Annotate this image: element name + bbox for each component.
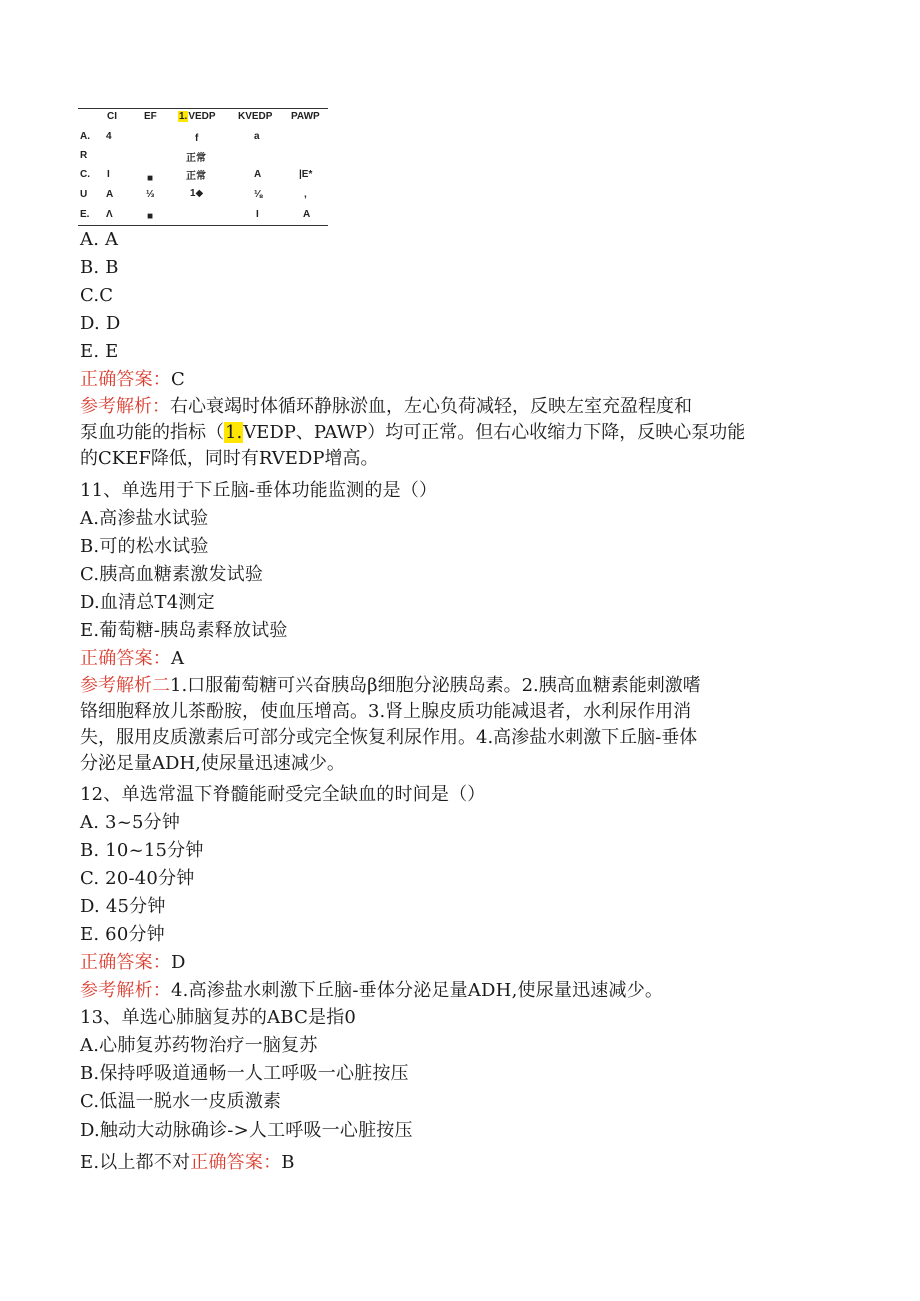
- q11-option-b: B.可的松水试验: [80, 536, 209, 557]
- answer-label: 正确答案：: [80, 648, 171, 669]
- table-top-rule: [78, 108, 328, 109]
- q12-option-c: C. 20-40分钟: [80, 868, 195, 889]
- q12-title: 12、单选常温下脊髓能耐受完全缺血的时间是（）: [80, 784, 486, 805]
- table-header-ef: EF: [144, 111, 157, 122]
- table-header-rvedp: KVEDP: [238, 111, 273, 122]
- q12-explanation: 参考解析：4.高渗盐水刺激下丘脑-垂体分泌足量ADH,使尿量迅速减少。: [80, 980, 664, 1001]
- answer-label: 正确答案：: [80, 952, 171, 973]
- q10-answer: [80, 369, 185, 391]
- table-cell: A.: [80, 131, 90, 142]
- table-cell: R: [80, 150, 88, 161]
- table-cell: |E*: [299, 169, 313, 180]
- table-cell: A: [254, 169, 262, 180]
- answer-value: C: [171, 369, 185, 390]
- q11-option-a: A.高渗盐水试验: [80, 508, 209, 529]
- q10-option-e: E. E: [80, 341, 119, 362]
- q12-answer: [80, 952, 186, 974]
- q11-option-c: C.胰高血糖素激发试验: [80, 564, 264, 585]
- q13-option-e: E.以上都不对: [80, 1152, 191, 1173]
- q11-option-d: D.血清总T4测定: [80, 592, 215, 613]
- answer-value: D: [171, 952, 186, 973]
- table-cell: A: [106, 189, 114, 200]
- highlight-mark: 1.: [225, 422, 243, 443]
- q11-answer: [80, 648, 184, 670]
- q13-option-d: D.触动大动脉确诊->人工呼吸一心脏按压: [80, 1120, 413, 1141]
- explain-label: 参考解析二: [80, 675, 170, 696]
- q13-option-c: C.低温一脱水一皮质激素: [80, 1091, 282, 1112]
- q11-option-e: E.葡萄糖-胰岛素释放试验: [80, 620, 288, 641]
- q10-option-a: A. A: [80, 229, 119, 250]
- explain-label: 参考解析：: [80, 396, 170, 417]
- table-cell: Λ: [106, 209, 113, 220]
- q13-option-a: A.心肺复苏药物治疗一脑复苏: [80, 1035, 318, 1056]
- table-cell: ,: [304, 189, 307, 200]
- q12-option-e: E. 60分钟: [80, 924, 165, 945]
- table-cell: 正常: [186, 153, 206, 164]
- explain-label: 参考解析：: [80, 980, 171, 1001]
- highlight-mark: 1.: [179, 111, 188, 122]
- q13-option-b: B.保持呼吸道通畅一人工呼吸一心脏按压: [80, 1063, 409, 1084]
- table-cell: E.: [80, 209, 90, 220]
- table-cell: ⅛: [254, 189, 263, 200]
- table-cell: 4: [106, 131, 112, 142]
- table-cell: C.: [80, 169, 90, 180]
- q10-option-d: D. D: [80, 313, 121, 334]
- table-cell: f: [195, 133, 199, 144]
- table-cell: ■: [147, 173, 154, 184]
- table-cell: a: [254, 131, 260, 142]
- answer-value: B: [281, 1152, 295, 1173]
- answer-label: 正确答案：: [190, 1152, 282, 1173]
- q12-option-d: D. 45分钟: [80, 896, 166, 917]
- q10-option-c: C.C: [80, 285, 114, 306]
- table-cell: ■: [147, 211, 154, 222]
- table-cell: 正常: [186, 171, 206, 182]
- table-cell: ⅓: [146, 189, 155, 200]
- q13-title: 13、单选心肺脑复苏的ABC是指0: [80, 1007, 357, 1028]
- q10-explanation: 参考解析：右心衰竭时体循环静脉淤血，左心负荷减轻，反映左室充盈程度和 泵血功能的指标（1.VEDP、PAWP）均可正常。但右心收缩力下降，反映心泵功能 的CKEF降低，同时有RVEDP增高。: [80, 396, 746, 469]
- q11-explanation: 参考解析二1.口服葡萄糖可兴奋胰岛β细胞分泌胰岛素。2.胰高血糖素能刺激嗜 铬细胞释放儿茶酚胺，使血压增高。3.肾上腺皮质功能减退者，水利尿作用消 失，服用皮质激素后可部分或完全恢复利尿作用。4.高渗盐水刺激下丘脑-垂体 分泌足量ADH,使尿量迅速减少。: [80, 675, 701, 774]
- answer-label: 正确答案：: [80, 369, 171, 390]
- q12-option-a: A. 3~5分钟: [80, 812, 181, 833]
- table-cell: I: [107, 169, 110, 180]
- q13-option-e-with-answer: [80, 1152, 295, 1174]
- q11-title: 11、单选用于下丘脑-垂体功能监测的是（）: [80, 480, 438, 501]
- table-cell: I: [256, 209, 259, 220]
- answer-value: A: [171, 648, 185, 669]
- table-header-pawp: PAWP: [291, 111, 320, 122]
- data-table: [78, 103, 328, 227]
- table-header-lvedp: 1.VEDP: [179, 111, 216, 122]
- table-cell: U: [80, 189, 88, 200]
- table-cell: A: [303, 209, 311, 220]
- q12-option-b: B. 10~15分钟: [80, 840, 204, 861]
- table-cell: 1◆: [190, 188, 204, 199]
- table-header-ci: CI: [107, 111, 117, 122]
- table-bottom-rule: [78, 225, 328, 226]
- q10-option-b: B. B: [80, 257, 119, 278]
